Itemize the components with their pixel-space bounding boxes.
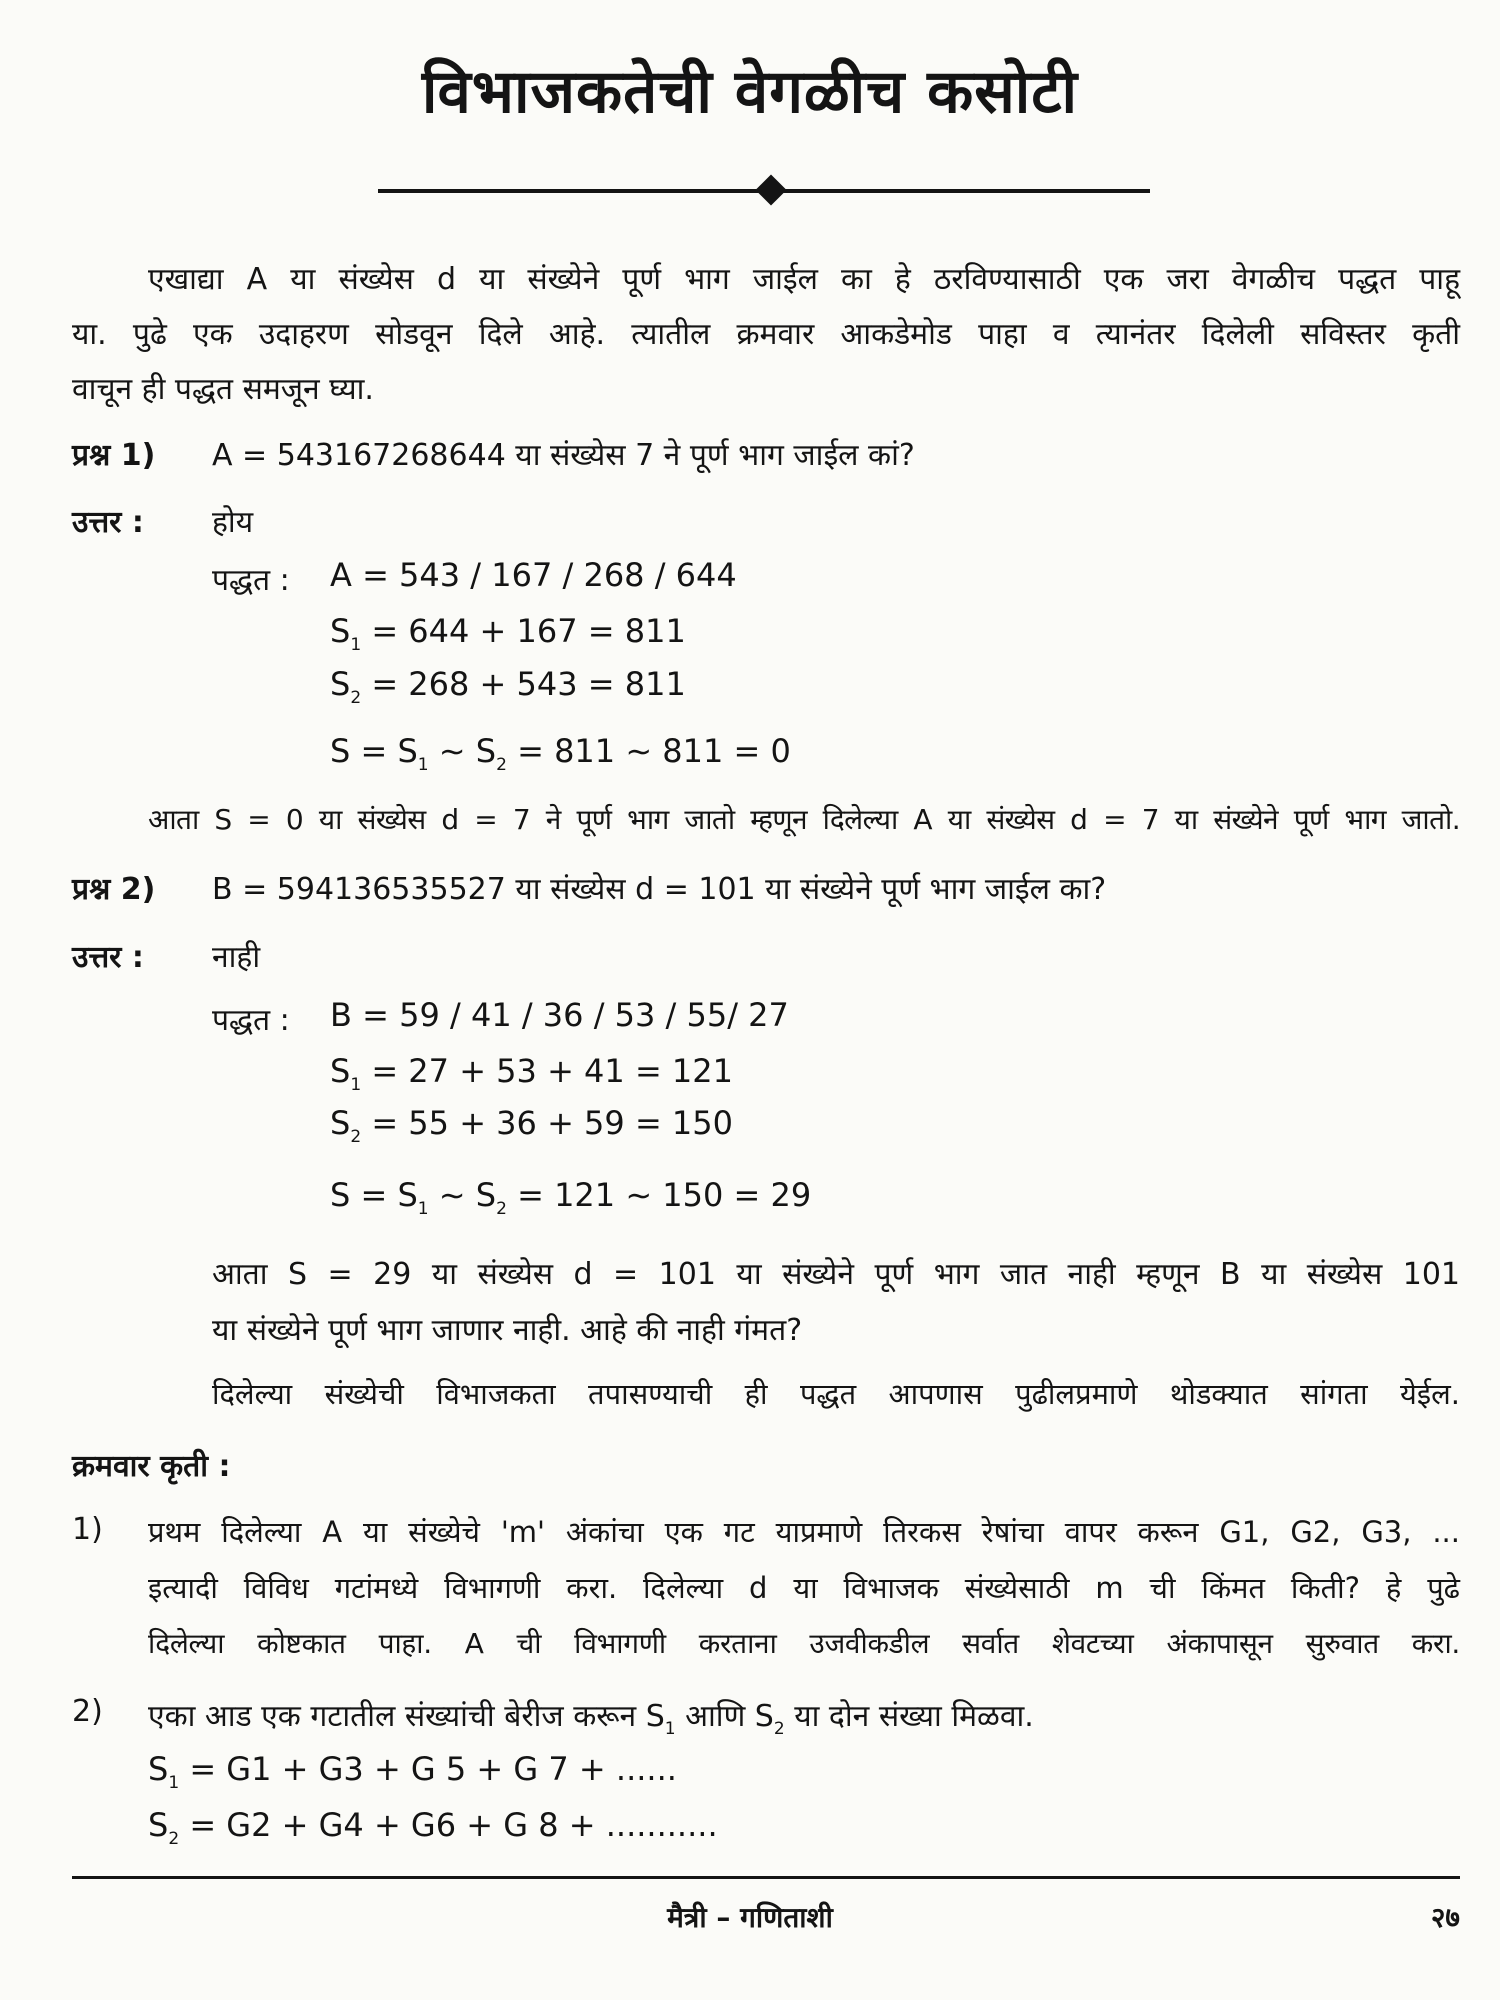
q2-answer: नाही [212,940,261,975]
q2-s2-symbol: S [330,1104,351,1142]
divider-diamond [755,174,786,205]
q1-s1 [330,612,686,655]
formula-s2-subscript: 2 [168,1829,180,1849]
q1-label: प्रश्न 1) [72,438,156,473]
q2-method-label: पद्धत : [212,1003,290,1038]
page-title: विभाजकतेची वेगळीच कसोटी [421,57,1079,127]
formula-s2 [148,1806,718,1849]
q2-s1 [330,1052,733,1095]
q2-s-subscript-1: 1 [417,1199,429,1219]
q2-split: B = 59 / 41 / 36 / 53 / 55/ 27 [330,996,789,1034]
formula-s1-expression: = G1 + G3 + G 5 + G 7 + ...... [179,1750,677,1788]
q1-question: A = 543167268644 या संख्येस 7 ने पूर्ण भाग जाईल कां? [212,438,915,473]
q1-s-part-b: ∼ S [428,732,497,770]
step-1-line-3: दिलेल्या कोष्टकात पाहा. A ची विभागणी करताना उजवीकडील सर्वात शेवटच्या अंकापासून सुरुवात करा. [148,1627,1460,1660]
page-number: २७ [1430,1901,1460,1934]
q1-s2-subscript: 2 [350,688,362,708]
formula-s2-symbol: S [148,1806,169,1844]
footer-book-title: मैत्री – गणिताशी [667,1901,833,1934]
formula-s1 [148,1750,677,1793]
intro-line-3: वाचून ही पद्धत समजून घ्या. [72,372,374,407]
method-summary: दिलेल्या संख्येची विभाजकता तपासण्याची ही पद्धत आपणास पुढीलप्रमाणे थोडक्यात सांगता येईल. [212,1377,1460,1411]
q1-answer-label: उत्तर : [72,505,144,540]
q1-answer: होय [212,505,254,540]
q1-s1-expression: = 644 + 167 = 811 [361,612,686,650]
q2-s-part-b: ∼ S [428,1176,497,1214]
q2-conclusion-line-1: आता S = 29 या संख्येस d = 101 या संख्येने पूर्ण भाग जात नाही म्हणून B या संख्येस 101 [212,1257,1460,1292]
q2-s-part-a: S = S [330,1176,418,1214]
q2-s2-expression: = 55 + 36 + 59 = 150 [361,1104,733,1142]
q2-s-subscript-2: 2 [496,1199,507,1219]
step-1-number: 1) [72,1512,103,1547]
step-2-sub-2: 2 [773,1719,785,1739]
step-2-text [148,1694,1034,1739]
q1-s2 [330,665,686,708]
formula-s1-subscript: 1 [168,1773,180,1793]
q1-split: A = 543 / 167 / 268 / 644 [330,556,737,594]
q2-s1-symbol: S [330,1052,351,1090]
q1-s-part-a: S = S [330,732,418,770]
q2-s1-expression: = 27 + 53 + 41 = 121 [361,1052,733,1090]
footer-divider [72,1876,1460,1879]
q2-s-result [330,1176,811,1219]
steps-heading: क्रमवार कृती : [72,1449,231,1484]
step-2-number: 2) [72,1694,103,1729]
q1-s-result [330,732,791,775]
step-1-line-1: प्रथम दिलेल्या A या संख्येचे 'm' अंकांचा एक गट याप्रमाणे तिरकस रेषांचा वापर करून G1, G2, G3, ... [148,1515,1460,1549]
q1-s-subscript-1: 1 [417,755,429,775]
q2-s1-subscript: 1 [350,1075,362,1095]
q1-s2-symbol: S [330,665,351,703]
step-1-line-2: इत्यादी विविध गटांमध्ये विभागणी करा. दिलेल्या d या विभाजक संख्येसाठी m ची किंमत किती? हे पुढे [148,1571,1460,1605]
step-2-sub-1: 1 [664,1719,676,1739]
q1-s-subscript-2: 2 [496,755,507,775]
step-2-text-a: एका आड एक गटातील संख्यांची बेरीज करून S [148,1699,665,1734]
q1-conclusion: आता S = 0 या संख्येस d = 7 ने पूर्ण भाग जातो म्हणून दिलेल्या A या संख्येस d = 7 या संख्येने पूर्ण भाग जातो. [148,803,1460,836]
q2-question: B = 594136535527 या संख्येस d = 101 या संख्येने पूर्ण भाग जाईल का? [212,872,1107,907]
q2-s2-subscript: 2 [350,1127,362,1147]
formula-s1-symbol: S [148,1750,169,1788]
q2-s-part-c: = 121 ∼ 150 = 29 [506,1176,812,1214]
intro-line-1: एखाद्या A या संख्येस d या संख्येने पूर्ण भाग जाईल का हे ठरविण्यासाठी एक जरा वेगळीच पद्धत पाहू [148,262,1460,297]
q2-s2 [330,1104,733,1147]
step-2-text-b: आणि S [675,1699,774,1734]
q2-conclusion-line-2: या संख्येने पूर्ण भाग जाणार नाही. आहे की नाही गंमत? [212,1313,803,1348]
formula-s2-expression: = G2 + G4 + G6 + G 8 + ........... [179,1806,718,1844]
step-2-text-c: या दोन संख्या मिळवा. [784,1699,1034,1734]
q1-s2-expression: = 268 + 543 = 811 [361,665,686,703]
intro-line-2: या. पुढे एक उदाहरण सोडवून दिले आहे. त्यातील क्रमवार आकडेमोड पाहा व त्यानंतर दिलेली सविस्तर कृती [72,317,1460,352]
q1-s1-symbol: S [330,612,351,650]
q1-method-label: पद्धत : [212,563,290,598]
q2-answer-label: उत्तर : [72,940,144,975]
q1-s1-subscript: 1 [350,635,362,655]
q1-s-part-c: = 811 ∼ 811 = 0 [506,732,791,770]
q2-label: प्रश्न 2) [72,872,156,907]
